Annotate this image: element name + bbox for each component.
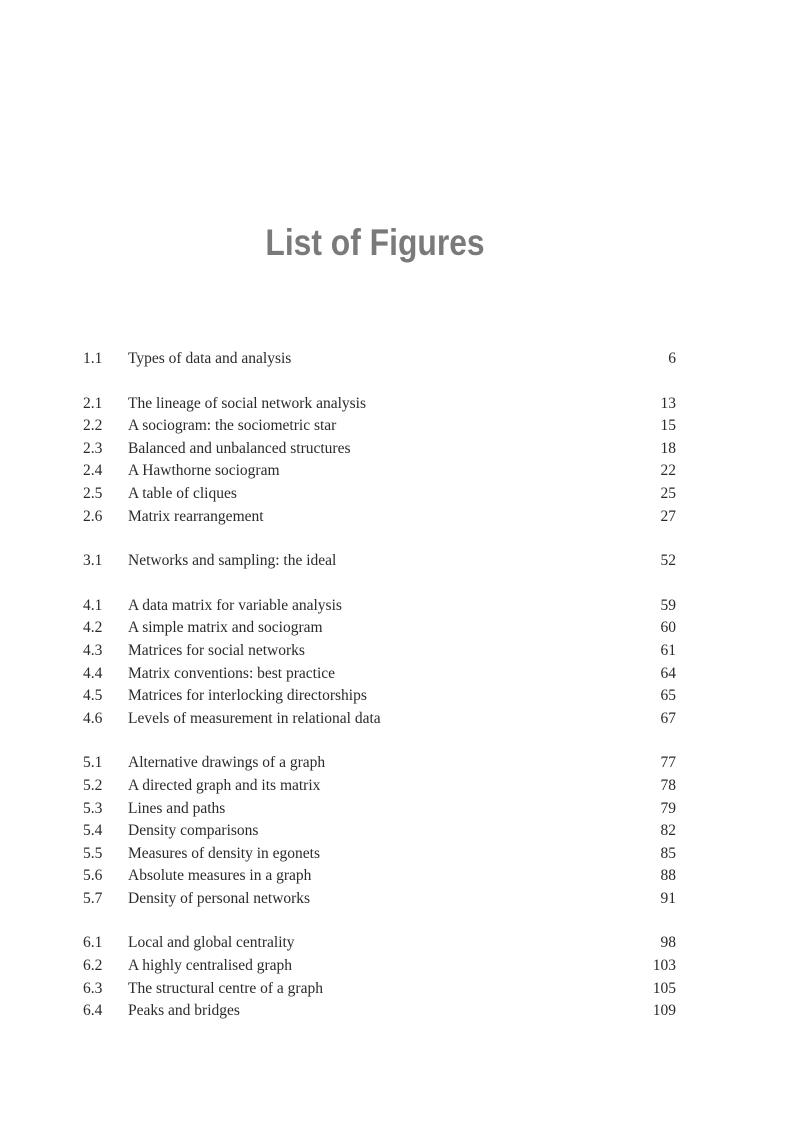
figure-title: A simple matrix and sociogram <box>128 619 323 637</box>
page-number: 25 <box>660 484 676 502</box>
figure-title: Levels of measurement in relational data <box>128 709 381 727</box>
figure-entry <box>83 483 676 506</box>
figure-entry <box>83 595 676 618</box>
figure-title: A highly centralised graph <box>128 957 292 975</box>
page-number: 13 <box>660 394 676 412</box>
figure-title: A sociogram: the sociometric star <box>128 417 337 435</box>
page-number: 91 <box>660 889 676 907</box>
figure-number: 2.6 <box>83 507 103 525</box>
page-number: 22 <box>660 462 676 480</box>
figure-title: Matrix conventions: best practice <box>128 664 336 682</box>
page-number: 79 <box>660 799 676 817</box>
figure-entry <box>83 393 676 416</box>
page-number: 27 <box>660 507 676 525</box>
figure-number: 4.1 <box>83 596 103 614</box>
figure-title: A directed graph and its matrix <box>128 776 321 794</box>
figure-entry <box>83 798 676 821</box>
figure-entry <box>83 932 676 955</box>
figure-number: 5.4 <box>83 822 103 840</box>
figure-number: 5.1 <box>83 754 103 772</box>
figure-title: Measures of density in egonets <box>128 844 320 862</box>
page-number: 61 <box>660 641 676 659</box>
figure-title: Density comparisons <box>128 822 259 840</box>
figure-group <box>83 752 676 910</box>
figure-title: A Hawthorne sociogram <box>128 462 280 480</box>
figure-number: 5.2 <box>83 776 103 794</box>
figure-number: 2.5 <box>83 484 103 502</box>
figure-entry <box>83 617 676 640</box>
figure-title: A table of cliques <box>128 484 237 502</box>
figure-entry <box>83 978 676 1001</box>
figure-title: Absolute measures in a graph <box>128 867 312 885</box>
figure-entry <box>83 460 676 483</box>
page-number: 65 <box>660 687 676 705</box>
page-number: 67 <box>660 709 676 727</box>
figure-title: Local and global centrality <box>128 934 295 952</box>
figure-title: A data matrix for variable analysis <box>128 596 342 614</box>
figure-title: Matrices for social networks <box>128 641 305 659</box>
page-number: 88 <box>660 867 676 885</box>
page-number: 105 <box>652 979 676 997</box>
page-number: 64 <box>660 664 676 682</box>
figure-number: 3.1 <box>83 552 103 570</box>
figure-group <box>83 348 676 371</box>
figure-entry <box>83 775 676 798</box>
page-number: 82 <box>660 822 676 840</box>
page-number: 78 <box>660 776 676 794</box>
figure-entry <box>83 415 676 438</box>
figure-entry <box>83 506 676 529</box>
figure-number: 5.7 <box>83 889 103 907</box>
figure-title: The lineage of social network analysis <box>128 394 367 412</box>
figure-number: 5.6 <box>83 867 103 885</box>
page-number: 103 <box>652 957 676 975</box>
page-number: 6 <box>668 350 676 367</box>
figure-title: Matrix rearrangement <box>128 507 264 525</box>
figure-number: 4.3 <box>83 641 103 659</box>
figure-group <box>83 393 676 529</box>
figure-number: 2.3 <box>83 439 103 457</box>
figure-number: 6.1 <box>83 934 103 952</box>
figure-entry <box>83 752 676 775</box>
figure-number: 5.5 <box>83 844 103 862</box>
figure-title: Lines and paths <box>128 799 226 817</box>
figure-number: 6.3 <box>83 979 103 997</box>
figure-entry <box>83 708 676 731</box>
figure-entry <box>83 348 676 371</box>
figure-number: 1.1 <box>83 350 103 367</box>
figure-title: Matrices for interlocking directorships <box>128 687 367 705</box>
figure-number: 4.5 <box>83 687 103 705</box>
figure-group <box>83 595 676 731</box>
figure-group <box>83 550 676 573</box>
figure-title: Balanced and unbalanced structures <box>128 439 351 457</box>
page-number: 98 <box>660 934 676 952</box>
page-number: 109 <box>652 1002 676 1020</box>
figure-number: 2.2 <box>83 417 103 435</box>
page-number: 52 <box>660 552 676 570</box>
figure-title: The structural centre of a graph <box>128 979 323 997</box>
figure-list <box>83 348 676 1045</box>
figure-entry <box>83 955 676 978</box>
figure-entry <box>83 1000 676 1023</box>
page-number: 85 <box>660 844 676 862</box>
page-number: 59 <box>660 596 676 614</box>
figure-entry <box>83 865 676 888</box>
page-number: 77 <box>660 754 676 772</box>
figure-number: 2.1 <box>83 394 103 412</box>
figure-entry <box>83 685 676 708</box>
page-number: 60 <box>660 619 676 637</box>
figure-number: 4.2 <box>83 619 103 637</box>
figure-title: Density of personal networks <box>128 889 311 907</box>
figure-number: 2.4 <box>83 462 103 480</box>
page-number: 15 <box>660 417 676 435</box>
figure-title: Alternative drawings of a graph <box>128 754 326 772</box>
page-title: List of Figures <box>265 222 485 263</box>
figure-number: 5.3 <box>83 799 103 817</box>
figure-number: 6.2 <box>83 957 103 975</box>
figure-entry <box>83 438 676 461</box>
figure-number: 6.4 <box>83 1002 103 1020</box>
figure-entry <box>83 843 676 866</box>
figure-entry <box>83 663 676 686</box>
figure-group <box>83 932 676 1022</box>
figure-entry <box>83 888 676 911</box>
figure-entry <box>83 820 676 843</box>
page-number: 18 <box>660 439 676 457</box>
figure-entry <box>83 550 676 573</box>
figure-title: Peaks and bridges <box>128 1002 240 1020</box>
figure-title: Types of data and analysis <box>128 350 292 367</box>
figure-entry <box>83 640 676 663</box>
figure-number: 4.4 <box>83 664 103 682</box>
figure-title: Networks and sampling: the ideal <box>128 552 337 570</box>
figure-number: 4.6 <box>83 709 103 727</box>
